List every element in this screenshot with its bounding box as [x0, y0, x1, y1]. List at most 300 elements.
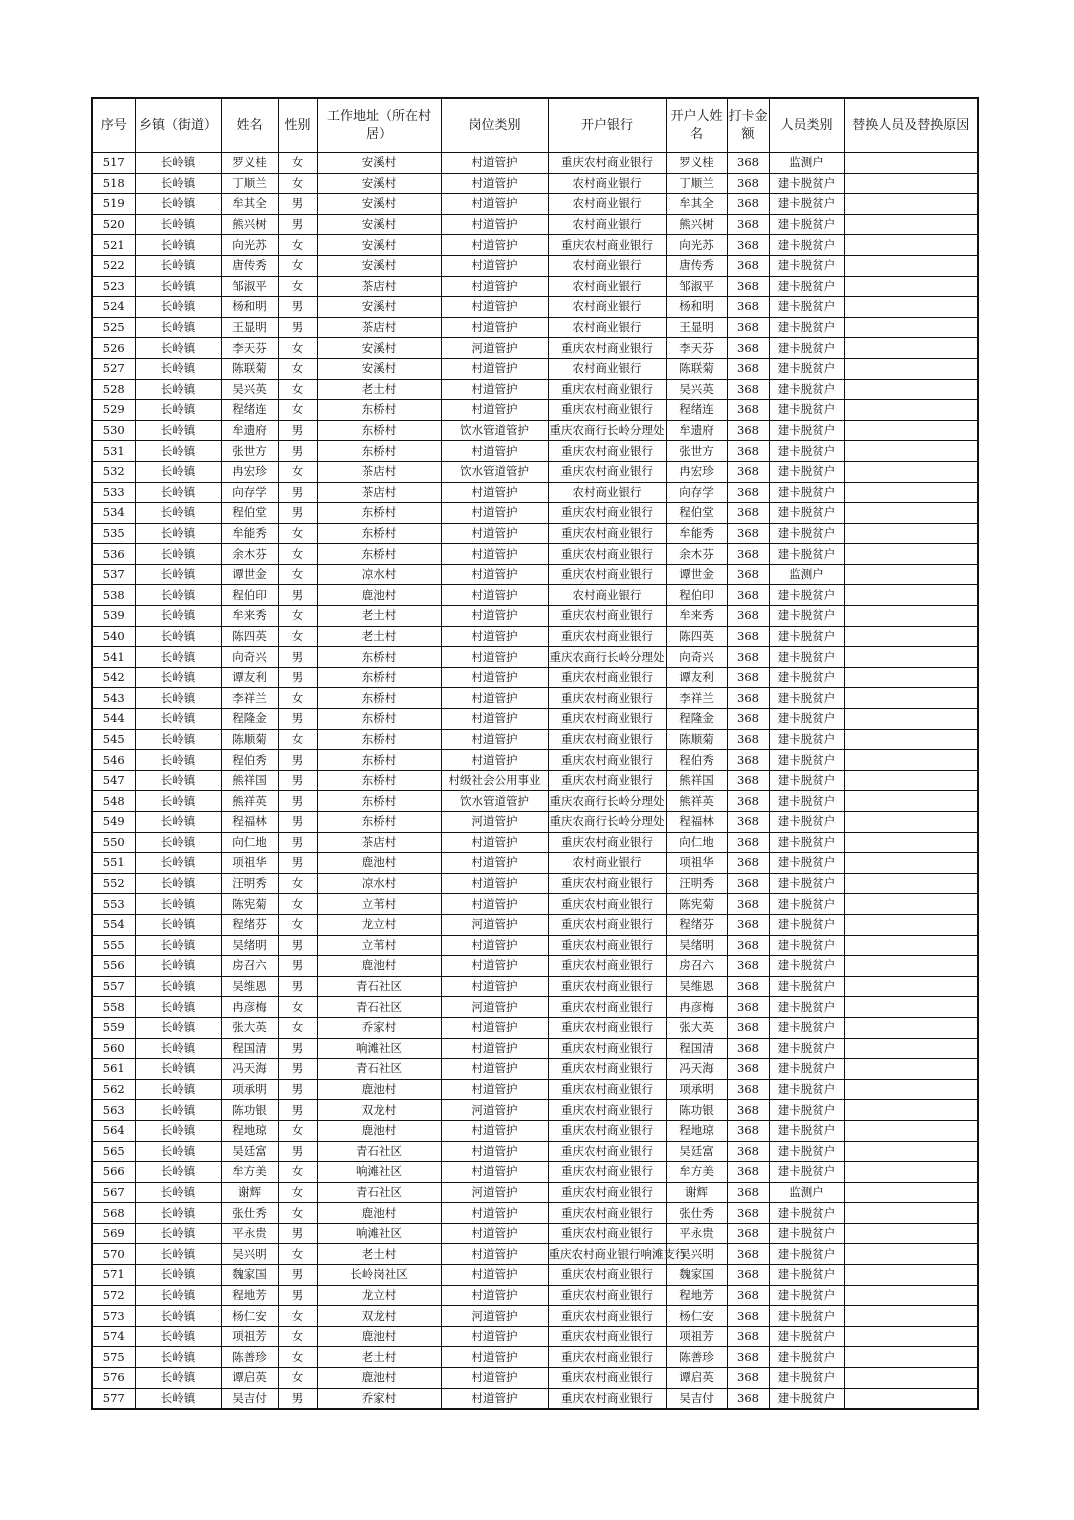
cell-replace: [844, 585, 978, 606]
cell-no: 535: [92, 523, 135, 544]
cell-category: 建卡脱贫户: [769, 1326, 844, 1347]
cell-category: 建卡脱贫户: [769, 1306, 844, 1327]
cell-name: 谭启英: [221, 1368, 278, 1389]
cell-bank: 重庆农村商业银行: [548, 956, 666, 977]
cell-gender: 女: [278, 461, 317, 482]
cell-bank: 重庆农村商业银行: [548, 1368, 666, 1389]
cell-replace: [844, 503, 978, 524]
cell-name: 熊兴树: [221, 214, 278, 235]
cell-name: 吴廷富: [221, 1141, 278, 1162]
cell-address: 安溪村: [317, 194, 441, 215]
cell-gender: 女: [278, 338, 317, 359]
cell-replace: [844, 647, 978, 668]
cell-town: 长岭镇: [135, 647, 221, 668]
cell-name: 牟方美: [221, 1162, 278, 1183]
cell-bank: 重庆农村商业银行: [548, 997, 666, 1018]
cell-holder: 陈四英: [666, 626, 727, 647]
cell-category: 建卡脱贫户: [769, 812, 844, 833]
table-row: [92, 420, 978, 441]
cell-replace: [844, 153, 978, 174]
cell-no: 566: [92, 1162, 135, 1183]
cell-town: 长岭镇: [135, 173, 221, 194]
cell-no: 539: [92, 606, 135, 627]
cell-category: 建卡脱贫户: [769, 667, 844, 688]
cell-category: 建卡脱贫户: [769, 503, 844, 524]
cell-town: 长岭镇: [135, 626, 221, 647]
cell-holder: 谭世金: [666, 564, 727, 585]
cell-amount: 368: [727, 1326, 769, 1347]
cell-category: 建卡脱贫户: [769, 1203, 844, 1224]
cell-category: 建卡脱贫户: [769, 214, 844, 235]
cell-holder: 王显明: [666, 317, 727, 338]
cell-address: 青石社区: [317, 1141, 441, 1162]
cell-post: 河道管护: [441, 1100, 548, 1121]
cell-no: 518: [92, 173, 135, 194]
cell-name: 吴绪明: [221, 935, 278, 956]
cell-gender: 女: [278, 1162, 317, 1183]
cell-no: 563: [92, 1100, 135, 1121]
table-row: [92, 173, 978, 194]
table-row: [92, 1223, 978, 1244]
cell-name: 向仁地: [221, 832, 278, 853]
cell-address: 安溪村: [317, 297, 441, 318]
cell-name: 吴兴英: [221, 379, 278, 400]
header-amount: 打卡金额: [727, 98, 769, 153]
cell-bank: 重庆农村商业银行: [548, 667, 666, 688]
header-replace: 替换人员及替换原因: [844, 98, 978, 153]
table-row: [92, 400, 978, 421]
cell-category: 监测户: [769, 1182, 844, 1203]
cell-amount: 368: [727, 1368, 769, 1389]
cell-bank: 重庆农商行长岭分理处: [548, 812, 666, 833]
table-row: [92, 585, 978, 606]
cell-town: 长岭镇: [135, 1162, 221, 1183]
cell-no: 557: [92, 976, 135, 997]
cell-bank: 重庆农商行长岭分理处: [548, 420, 666, 441]
cell-bank: 农村商业银行: [548, 358, 666, 379]
cell-amount: 368: [727, 688, 769, 709]
cell-holder: 冯天海: [666, 1059, 727, 1080]
cell-town: 长岭镇: [135, 1306, 221, 1327]
cell-name: 程伯秀: [221, 750, 278, 771]
cell-bank: 重庆农村商业银行: [548, 400, 666, 421]
cell-amount: 368: [727, 1038, 769, 1059]
cell-gender: 女: [278, 1306, 317, 1327]
cell-gender: 男: [278, 420, 317, 441]
cell-bank: 重庆农村商业银行: [548, 1182, 666, 1203]
cell-no: 528: [92, 379, 135, 400]
cell-replace: [844, 791, 978, 812]
cell-amount: 368: [727, 1079, 769, 1100]
table-row: [92, 1244, 978, 1265]
cell-address: 安溪村: [317, 338, 441, 359]
cell-replace: [844, 750, 978, 771]
cell-gender: 女: [278, 914, 317, 935]
cell-address: 茶店村: [317, 461, 441, 482]
cell-gender: 女: [278, 173, 317, 194]
cell-no: 532: [92, 461, 135, 482]
table-row: [92, 1100, 978, 1121]
cell-holder: 程隆金: [666, 709, 727, 730]
table-row: [92, 832, 978, 853]
cell-address: 东桥村: [317, 441, 441, 462]
cell-replace: [844, 544, 978, 565]
cell-address: 安溪村: [317, 153, 441, 174]
cell-amount: 368: [727, 914, 769, 935]
cell-post: 村道管护: [441, 1038, 548, 1059]
cell-category: 建卡脱贫户: [769, 297, 844, 318]
cell-post: 河道管护: [441, 997, 548, 1018]
cell-category: 建卡脱贫户: [769, 400, 844, 421]
cell-gender: 女: [278, 1182, 317, 1203]
cell-address: 东桥村: [317, 544, 441, 565]
table-row: [92, 1265, 978, 1286]
cell-category: 建卡脱贫户: [769, 1244, 844, 1265]
cell-name: 王显明: [221, 317, 278, 338]
cell-address: 双龙村: [317, 1100, 441, 1121]
cell-category: 建卡脱贫户: [769, 585, 844, 606]
cell-no: 542: [92, 667, 135, 688]
cell-replace: [844, 1265, 978, 1286]
cell-post: 村道管护: [441, 853, 548, 874]
cell-replace: [844, 667, 978, 688]
cell-post: 村道管护: [441, 976, 548, 997]
cell-no: 543: [92, 688, 135, 709]
cell-address: 东桥村: [317, 750, 441, 771]
table-row: [92, 1203, 978, 1224]
cell-name: 陈功银: [221, 1100, 278, 1121]
table-row: [92, 194, 978, 215]
cell-holder: 李天芬: [666, 338, 727, 359]
cell-no: 560: [92, 1038, 135, 1059]
table-row: [92, 935, 978, 956]
cell-category: 建卡脱贫户: [769, 1368, 844, 1389]
cell-gender: 女: [278, 358, 317, 379]
cell-bank: 重庆农村商业银行: [548, 709, 666, 730]
cell-town: 长岭镇: [135, 832, 221, 853]
cell-replace: [844, 482, 978, 503]
cell-amount: 368: [727, 1182, 769, 1203]
cell-holder: 程绪芬: [666, 914, 727, 935]
cell-category: 建卡脱贫户: [769, 235, 844, 256]
cell-category: 建卡脱贫户: [769, 626, 844, 647]
table-body: [92, 153, 978, 1410]
cell-category: 建卡脱贫户: [769, 688, 844, 709]
table-row: [92, 564, 978, 585]
cell-post: 村道管护: [441, 255, 548, 276]
cell-no: 555: [92, 935, 135, 956]
cell-town: 长岭镇: [135, 667, 221, 688]
cell-name: 罗义桂: [221, 153, 278, 174]
cell-post: 饮水管道管护: [441, 791, 548, 812]
cell-town: 长岭镇: [135, 812, 221, 833]
cell-town: 长岭镇: [135, 1017, 221, 1038]
cell-address: 龙立村: [317, 1285, 441, 1306]
cell-bank: 重庆农村商业银行响滩支行: [548, 1244, 666, 1265]
cell-gender: 女: [278, 1120, 317, 1141]
cell-replace: [844, 894, 978, 915]
cell-category: 建卡脱贫户: [769, 997, 844, 1018]
cell-category: 建卡脱贫户: [769, 276, 844, 297]
cell-amount: 368: [727, 976, 769, 997]
cell-bank: 重庆农村商业银行: [548, 729, 666, 750]
cell-post: 村道管护: [441, 709, 548, 730]
cell-replace: [844, 276, 978, 297]
cell-address: 东桥村: [317, 400, 441, 421]
cell-replace: [844, 317, 978, 338]
cell-town: 长岭镇: [135, 1388, 221, 1409]
cell-category: 建卡脱贫户: [769, 709, 844, 730]
cell-name: 熊祥国: [221, 770, 278, 791]
cell-post: 村道管护: [441, 585, 548, 606]
cell-replace: [844, 729, 978, 750]
cell-name: 牟遗府: [221, 420, 278, 441]
table-row: [92, 523, 978, 544]
cell-name: 程福林: [221, 812, 278, 833]
cell-gender: 男: [278, 709, 317, 730]
cell-post: 村道管护: [441, 214, 548, 235]
cell-bank: 重庆农村商业银行: [548, 976, 666, 997]
cell-replace: [844, 956, 978, 977]
cell-town: 长岭镇: [135, 544, 221, 565]
cell-replace: [844, 812, 978, 833]
cell-category: 建卡脱贫户: [769, 317, 844, 338]
table-row: [92, 667, 978, 688]
cell-gender: 男: [278, 585, 317, 606]
table-row: [92, 1306, 978, 1327]
cell-holder: 程伯印: [666, 585, 727, 606]
cell-bank: 重庆农村商业银行: [548, 1141, 666, 1162]
cell-category: 建卡脱贫户: [769, 873, 844, 894]
cell-name: 程地芳: [221, 1285, 278, 1306]
cell-town: 长岭镇: [135, 276, 221, 297]
table-row: [92, 441, 978, 462]
cell-address: 响滩社区: [317, 1223, 441, 1244]
header-name: 姓名: [221, 98, 278, 153]
table-row: [92, 1038, 978, 1059]
cell-no: 526: [92, 338, 135, 359]
cell-amount: 368: [727, 194, 769, 215]
cell-address: 青石社区: [317, 997, 441, 1018]
cell-no: 569: [92, 1223, 135, 1244]
cell-bank: 重庆农村商业银行: [548, 873, 666, 894]
cell-gender: 女: [278, 1017, 317, 1038]
cell-category: 建卡脱贫户: [769, 1141, 844, 1162]
cell-amount: 368: [727, 255, 769, 276]
cell-bank: 重庆农村商业银行: [548, 379, 666, 400]
table-row: [92, 379, 978, 400]
cell-post: 村道管护: [441, 1368, 548, 1389]
cell-address: 东桥村: [317, 503, 441, 524]
cell-no: 577: [92, 1388, 135, 1409]
cell-name: 谢辉: [221, 1182, 278, 1203]
cell-bank: 重庆农村商业银行: [548, 935, 666, 956]
cell-holder: 吴维恩: [666, 976, 727, 997]
cell-bank: 农村商业银行: [548, 317, 666, 338]
cell-address: 立苇村: [317, 935, 441, 956]
cell-address: 东桥村: [317, 791, 441, 812]
cell-name: 邹淑平: [221, 276, 278, 297]
cell-post: 村道管护: [441, 544, 548, 565]
cell-amount: 368: [727, 153, 769, 174]
cell-gender: 女: [278, 276, 317, 297]
cell-holder: 余木芬: [666, 544, 727, 565]
table-row: [92, 214, 978, 235]
cell-post: 村道管护: [441, 1079, 548, 1100]
cell-bank: 重庆农村商业银行: [548, 441, 666, 462]
cell-name: 陈联菊: [221, 358, 278, 379]
cell-amount: 368: [727, 564, 769, 585]
cell-gender: 女: [278, 873, 317, 894]
cell-gender: 男: [278, 1079, 317, 1100]
cell-replace: [844, 626, 978, 647]
cell-address: 凉水村: [317, 873, 441, 894]
cell-no: 524: [92, 297, 135, 318]
cell-no: 568: [92, 1203, 135, 1224]
cell-town: 长岭镇: [135, 379, 221, 400]
table-row: [92, 317, 978, 338]
cell-holder: 程国清: [666, 1038, 727, 1059]
cell-gender: 男: [278, 1100, 317, 1121]
table-row: [92, 729, 978, 750]
cell-bank: 重庆农村商业银行: [548, 1306, 666, 1327]
cell-bank: 重庆农村商业银行: [548, 688, 666, 709]
cell-town: 长岭镇: [135, 1223, 221, 1244]
cell-replace: [844, 1326, 978, 1347]
cell-town: 长岭镇: [135, 1182, 221, 1203]
cell-town: 长岭镇: [135, 709, 221, 730]
cell-category: 建卡脱贫户: [769, 1285, 844, 1306]
cell-gender: 男: [278, 441, 317, 462]
cell-category: 建卡脱贫户: [769, 461, 844, 482]
cell-address: 鹿池村: [317, 1368, 441, 1389]
cell-holder: 陈顺菊: [666, 729, 727, 750]
cell-amount: 368: [727, 503, 769, 524]
cell-bank: 重庆农村商业银行: [548, 1326, 666, 1347]
cell-replace: [844, 1100, 978, 1121]
cell-holder: 牟方美: [666, 1162, 727, 1183]
cell-name: 丁顺兰: [221, 173, 278, 194]
cell-town: 长岭镇: [135, 358, 221, 379]
cell-name: 程绪芬: [221, 914, 278, 935]
cell-category: 建卡脱贫户: [769, 379, 844, 400]
cell-gender: 女: [278, 400, 317, 421]
cell-post: 河道管护: [441, 338, 548, 359]
cell-town: 长岭镇: [135, 997, 221, 1018]
cell-bank: 重庆农村商业银行: [548, 1017, 666, 1038]
cell-bank: 重庆农村商业银行: [548, 503, 666, 524]
cell-holder: 汪明秀: [666, 873, 727, 894]
table-row: [92, 626, 978, 647]
cell-bank: 重庆农村商业银行: [548, 1059, 666, 1080]
cell-name: 杨和明: [221, 297, 278, 318]
cell-gender: 男: [278, 1265, 317, 1286]
cell-post: 村道管护: [441, 173, 548, 194]
cell-gender: 女: [278, 564, 317, 585]
table-row: [92, 235, 978, 256]
personnel-table: [91, 97, 979, 1410]
cell-gender: 女: [278, 1203, 317, 1224]
cell-holder: 程地琼: [666, 1120, 727, 1141]
cell-address: 青石社区: [317, 1182, 441, 1203]
cell-post: 河道管护: [441, 812, 548, 833]
cell-post: 村道管护: [441, 317, 548, 338]
cell-amount: 368: [727, 461, 769, 482]
cell-category: 建卡脱贫户: [769, 853, 844, 874]
cell-address: 长岭岗社区: [317, 1265, 441, 1286]
cell-name: 杨仁安: [221, 1306, 278, 1327]
cell-name: 程伯堂: [221, 503, 278, 524]
cell-post: 村道管护: [441, 1285, 548, 1306]
cell-address: 茶店村: [317, 317, 441, 338]
cell-category: 建卡脱贫户: [769, 750, 844, 771]
cell-bank: 农村商业银行: [548, 853, 666, 874]
cell-post: 村道管护: [441, 832, 548, 853]
cell-address: 安溪村: [317, 255, 441, 276]
cell-address: 东桥村: [317, 709, 441, 730]
table-row: [92, 461, 978, 482]
cell-post: 村道管护: [441, 482, 548, 503]
cell-replace: [844, 1285, 978, 1306]
table-row: [92, 1017, 978, 1038]
cell-holder: 张仕秀: [666, 1203, 727, 1224]
cell-name: 程绪连: [221, 400, 278, 421]
cell-holder: 杨和明: [666, 297, 727, 318]
cell-name: 陈善珍: [221, 1347, 278, 1368]
cell-address: 乔家村: [317, 1388, 441, 1409]
table-row: [92, 1347, 978, 1368]
cell-gender: 男: [278, 297, 317, 318]
cell-amount: 368: [727, 606, 769, 627]
cell-name: 项祖华: [221, 853, 278, 874]
cell-category: 建卡脱贫户: [769, 729, 844, 750]
cell-name: 张世方: [221, 441, 278, 462]
cell-town: 长岭镇: [135, 1120, 221, 1141]
cell-name: 熊祥英: [221, 791, 278, 812]
cell-name: 程国清: [221, 1038, 278, 1059]
cell-gender: 女: [278, 153, 317, 174]
cell-holder: 吴兴明: [666, 1244, 727, 1265]
cell-town: 长岭镇: [135, 338, 221, 359]
cell-bank: 重庆农村商业银行: [548, 544, 666, 565]
cell-post: 村道管护: [441, 688, 548, 709]
cell-amount: 368: [727, 379, 769, 400]
table-row: [92, 544, 978, 565]
cell-category: 建卡脱贫户: [769, 914, 844, 935]
cell-amount: 368: [727, 1244, 769, 1265]
cell-bank: 重庆农村商业银行: [548, 1100, 666, 1121]
cell-gender: 男: [278, 770, 317, 791]
cell-post: 村道管护: [441, 1347, 548, 1368]
cell-town: 长岭镇: [135, 976, 221, 997]
cell-holder: 李祥兰: [666, 688, 727, 709]
cell-post: 饮水管道管护: [441, 420, 548, 441]
cell-no: 530: [92, 420, 135, 441]
cell-amount: 368: [727, 1285, 769, 1306]
cell-holder: 牟其全: [666, 194, 727, 215]
cell-gender: 女: [278, 688, 317, 709]
cell-amount: 368: [727, 214, 769, 235]
header-gender: 性别: [278, 98, 317, 153]
cell-town: 长岭镇: [135, 1141, 221, 1162]
cell-gender: 男: [278, 812, 317, 833]
cell-bank: 重庆农村商业银行: [548, 1120, 666, 1141]
cell-no: 570: [92, 1244, 135, 1265]
cell-gender: 男: [278, 503, 317, 524]
cell-post: 村道管护: [441, 1017, 548, 1038]
cell-replace: [844, 400, 978, 421]
table-row: [92, 153, 978, 174]
